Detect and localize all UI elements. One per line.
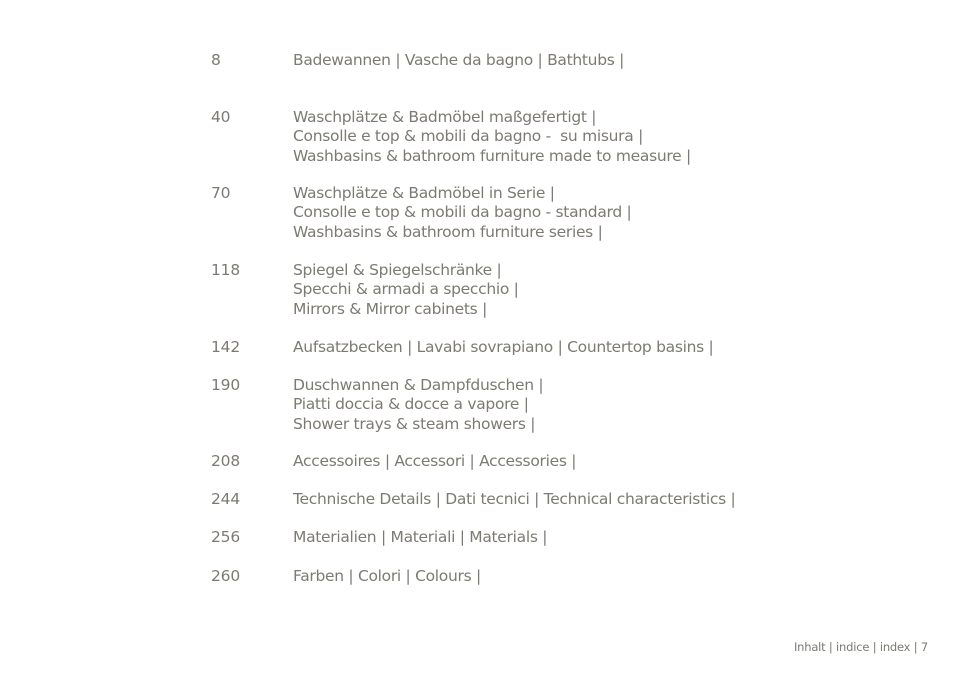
toc-page-number: 244 bbox=[211, 490, 240, 508]
toc-title-line: Accessoires | Accessori | Accessories | bbox=[293, 452, 577, 470]
toc-page-number: 8 bbox=[211, 51, 221, 69]
toc-title bbox=[293, 338, 713, 357]
toc-page-number: 256 bbox=[211, 528, 240, 546]
toc-title bbox=[293, 261, 519, 319]
toc-title-line-en: Washbasins & bathroom furniture made to measure | bbox=[293, 146, 691, 165]
toc-title-line: Aufsatzbecken | Lavabi sovrapiano | Countertop basins | bbox=[293, 338, 714, 356]
toc-title-line: Badewannen | Vasche da bagno | Bathtubs | bbox=[293, 51, 625, 69]
toc-page-number: 142 bbox=[211, 338, 240, 356]
toc-title bbox=[293, 567, 481, 586]
toc-title-line-en: Mirrors & Mirror cabinets | bbox=[293, 299, 488, 318]
toc-title-line-it: Specchi & armadi a specchio | bbox=[293, 280, 519, 299]
toc-page-number: 208 bbox=[211, 452, 240, 470]
toc-page-number: 190 bbox=[211, 376, 240, 394]
toc-page-number: 70 bbox=[211, 184, 231, 202]
toc-title-line: Farben | Colori | Colours | bbox=[293, 567, 481, 585]
toc-title bbox=[293, 376, 543, 434]
toc-title-line-en: Washbasins & bathroom furniture series | bbox=[293, 222, 603, 241]
toc-title-line-en: Shower trays & steam showers | bbox=[293, 414, 536, 433]
toc-title bbox=[293, 184, 631, 242]
toc-page-number: 118 bbox=[211, 261, 240, 279]
toc-title-line-de: Waschplätze & Badmöbel in Serie | bbox=[293, 184, 555, 202]
toc-title-line-it: Consolle e top & mobili da bagno - su misura | bbox=[293, 127, 644, 146]
toc-title-line: Technische Details | Dati tecnici | Technical characteristics | bbox=[293, 490, 736, 508]
toc-title-line-it: Piatti doccia & docce a vapore | bbox=[293, 395, 529, 414]
toc-title bbox=[293, 490, 735, 509]
toc-title bbox=[293, 528, 547, 547]
toc-title-line-de: Waschplätze & Badmöbel maßgefertigt | bbox=[293, 108, 597, 126]
toc-title bbox=[293, 452, 576, 471]
page-footer: Inhalt | indice | index | 7 bbox=[793, 640, 928, 654]
toc-title-line: Materialien | Materiali | Materials | bbox=[293, 528, 548, 546]
toc-title-line-it: Consolle e top & mobili da bagno - standard | bbox=[293, 203, 632, 222]
toc-title bbox=[293, 51, 624, 70]
toc-title bbox=[293, 108, 691, 166]
toc-page-number: 40 bbox=[211, 108, 231, 126]
toc-title-line-de: Spiegel & Spiegelschränke | bbox=[293, 261, 502, 279]
toc-page-number: 260 bbox=[211, 567, 240, 585]
toc-title-line-de: Duschwannen & Dampfduschen | bbox=[293, 376, 544, 394]
